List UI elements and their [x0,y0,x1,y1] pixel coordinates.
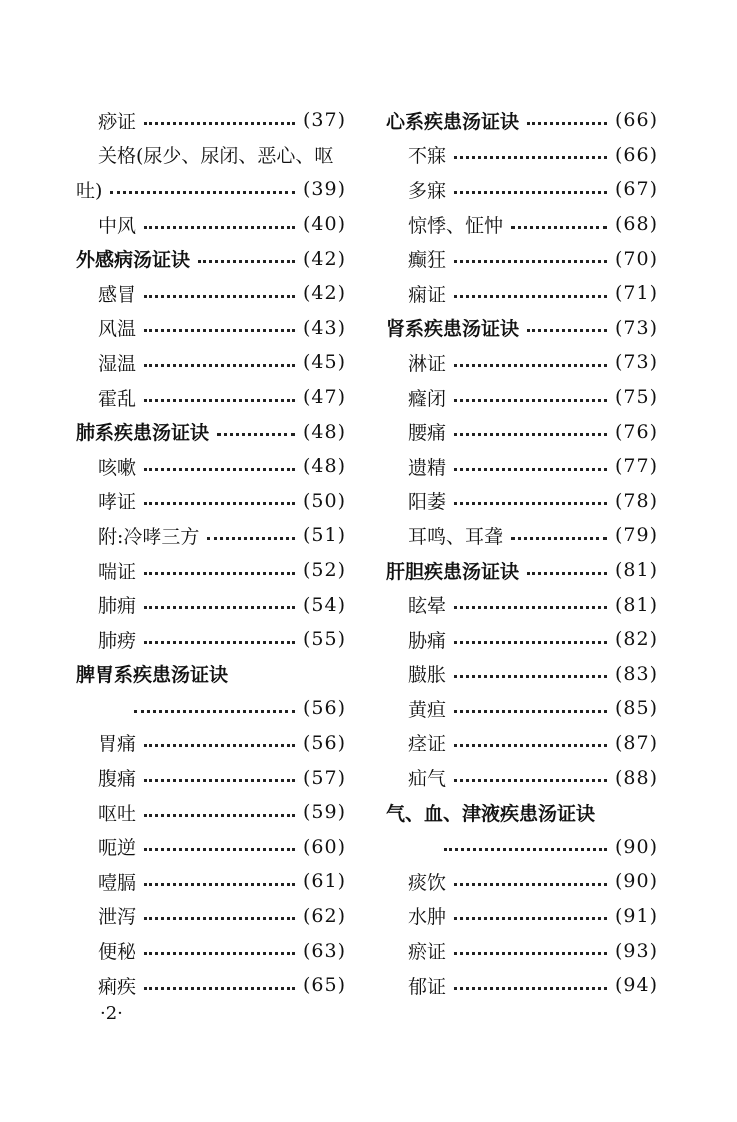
toc-entry [76,795,346,830]
toc-entry-title: 黄疸 [408,698,447,721]
toc-entry-title: 阳萎 [408,491,447,514]
toc-page-number: (94) [614,974,658,997]
toc-page-number: (85) [614,697,658,720]
toc-page-number: (39) [302,178,346,201]
dot-leader [144,987,295,990]
toc-entry-title: 吐) [76,179,103,202]
toc-entry-title: 感冒 [98,283,137,306]
dot-leader [144,122,295,125]
toc-page-number: (66) [614,109,658,132]
toc-entry [76,829,346,864]
dot-leader [454,883,607,886]
toc-section-heading [386,103,658,138]
toc-entry [386,622,658,657]
toc-entry-title: 关格(尿少、尿闭、恶心、呕 [98,145,334,168]
dot-leader [144,226,295,229]
toc-entry [386,276,658,311]
toc-entry-title: 肺系疾患汤证诀 [76,422,210,445]
dot-leader [144,606,295,609]
toc-page-number: (50) [302,489,346,512]
toc-entry [386,172,658,207]
toc-entry-title: 眩晕 [408,595,447,618]
toc-section-heading [386,795,658,830]
dot-leader [217,433,295,436]
dot-leader [144,848,295,851]
toc-entry [76,207,346,242]
dot-leader [511,226,607,229]
dot-leader [144,917,295,920]
dot-leader [144,295,295,298]
toc-entry-title: 呃逆 [98,837,137,860]
toc-page-number: (79) [614,524,658,547]
toc-entry-title: 噎膈 [98,871,137,894]
toc-entry-title: 痧证 [98,110,137,133]
toc-left-column [76,103,346,1002]
toc-section-heading [386,553,658,588]
toc-entry [386,518,658,553]
dot-leader [454,156,607,159]
toc-entry-title: 胃痛 [98,733,137,756]
toc-entry [76,622,346,657]
dot-leader [454,744,607,747]
dot-leader [144,468,295,471]
toc-entry [386,760,658,795]
page-number: ·2· [100,1003,123,1024]
toc-entry [386,449,658,484]
toc-entry [76,103,346,138]
toc-entry-title: 哮证 [98,491,137,514]
toc-entry-title: 霍乱 [98,387,137,410]
dot-leader [454,917,607,920]
dot-leader [144,399,295,402]
toc-entry [386,380,658,415]
toc-page-number: (93) [614,939,658,962]
toc-page-number: (43) [302,316,346,339]
toc-entry-title: 中风 [98,214,137,237]
toc-page-number: (76) [614,420,658,443]
toc-page-number: (78) [614,489,658,512]
toc-entry-title: 附:冷哮三方 [98,525,200,548]
toc-entry-title: 臌胀 [408,664,447,687]
toc-page-number: (57) [302,766,346,789]
toc-page-number: (90) [614,835,658,858]
toc-page-number: (87) [614,731,658,754]
dot-leader [144,572,295,575]
dot-leader [454,641,607,644]
toc-page-number: (83) [614,662,658,685]
dot-leader [144,952,295,955]
toc-page-number: (73) [614,351,658,374]
toc-page-number: (90) [614,870,658,893]
toc-section-heading [386,311,658,346]
toc-entry-title: 痫证 [408,283,447,306]
toc-entry-title: 便秘 [98,941,137,964]
dot-leader [454,191,607,194]
toc-entry-title: 湿温 [98,352,137,375]
toc-entry-title: 肺痈 [98,595,137,618]
toc-section-heading [76,414,346,449]
toc-entry [386,414,658,449]
toc-entry [76,760,346,795]
toc-entry-title: 瘀证 [408,941,447,964]
toc-entry-title: 癫狂 [408,249,447,272]
dot-leader [454,364,607,367]
toc-entry [386,864,658,899]
dot-leader [110,191,295,194]
toc-page-number: (47) [302,386,346,409]
toc-page-number: (62) [302,904,346,927]
toc-entry [386,345,658,380]
toc-page-number: (81) [614,593,658,616]
toc-section-heading [76,241,346,276]
toc-entry-title: 多寐 [408,179,447,202]
toc-entry [386,968,658,1003]
toc-page-number: (70) [614,247,658,270]
toc-page-number: (45) [302,351,346,374]
toc-page-number: (60) [302,835,346,858]
toc-entry [386,207,658,242]
dot-leader [144,779,295,782]
toc-page-number: (91) [614,904,658,927]
toc-page-number: (63) [302,939,346,962]
toc-entry [386,899,658,934]
toc-page-number: (52) [302,559,346,582]
toc-page-number: (77) [614,455,658,478]
dot-leader [454,675,607,678]
toc-entry [76,276,346,311]
dot-leader [527,329,607,332]
toc-entry [386,587,658,622]
toc-section-heading [76,657,346,692]
toc-page-number: (48) [302,455,346,478]
toc-entry [386,241,658,276]
dot-leader [144,641,295,644]
toc-entry-title: 泄泻 [98,906,137,929]
toc-entry [76,380,346,415]
toc-entry-title: 外感病汤证诀 [76,249,191,272]
toc-entry-title: 耳鸣、耳聋 [408,525,504,548]
toc-right-column [386,103,658,1002]
toc-entry-title: 癃闭 [408,387,447,410]
toc-page-number: (55) [302,628,346,651]
toc-entry [76,345,346,380]
toc-entry [386,484,658,519]
toc-page-number: (61) [302,870,346,893]
toc-entry-title: 痰饮 [408,871,447,894]
toc-entry-title: 呕吐 [98,802,137,825]
toc-entry [76,553,346,588]
toc-entry-title: 痉证 [408,733,447,756]
dot-leader [207,537,295,540]
toc-page-number: (71) [614,282,658,305]
toc-entry [76,449,346,484]
toc-page-number: (81) [614,559,658,582]
toc-entry [76,691,346,726]
dot-leader [454,779,607,782]
toc-page-number: (73) [614,316,658,339]
toc-page-number: (56) [302,731,346,754]
toc-entry [76,864,346,899]
dot-leader [527,122,607,125]
dot-leader [454,399,607,402]
toc-entry-title: 气、血、津液疾患汤证诀 [386,802,596,825]
toc-page-number: (40) [302,213,346,236]
toc-entry-title: 肺痨 [98,629,137,652]
toc-entry [76,933,346,968]
toc-entry-title: 风温 [98,318,137,341]
dot-leader [144,329,295,332]
dot-leader [144,364,295,367]
toc-entry [386,933,658,968]
dot-leader [454,710,607,713]
dot-leader [454,260,607,263]
toc-page-number: (54) [302,593,346,616]
dot-leader [454,433,607,436]
toc-entry-title: 惊悸、怔忡 [408,214,504,237]
toc-entry [76,587,346,622]
toc-entry-title: 喘证 [98,560,137,583]
toc-entry [386,691,658,726]
toc-entry-title: 不寐 [408,145,447,168]
toc-entry-title: 肾系疾患汤证诀 [386,318,520,341]
dot-leader [454,987,607,990]
toc-page-number: (82) [614,628,658,651]
toc-page-number: (42) [302,282,346,305]
toc-entry [386,657,658,692]
toc-page-number: (56) [302,697,346,720]
dot-leader [527,572,607,575]
dot-leader [454,952,607,955]
toc-entry [76,484,346,519]
toc-entry-title: 腰痛 [408,422,447,445]
toc-entry [76,518,346,553]
toc-entry [76,311,346,346]
dot-leader [511,537,607,540]
toc-entry [386,138,658,173]
toc-entry [76,138,346,173]
toc-entry [76,968,346,1003]
toc-entry-title: 淋证 [408,352,447,375]
dot-leader [134,710,295,713]
toc-entry [386,829,658,864]
toc-entry-title: 心系疾患汤证诀 [386,110,520,133]
toc-entry-title: 咳嗽 [98,456,137,479]
dot-leader [454,468,607,471]
toc-page-number: (67) [614,178,658,201]
dot-leader [198,260,295,263]
dot-leader [144,883,295,886]
toc-page-number: (75) [614,386,658,409]
toc-entry [76,899,346,934]
toc-entry-title: 郁证 [408,975,447,998]
toc-entry-title: 水肿 [408,906,447,929]
toc-entry [76,726,346,761]
toc-entry-title: 肝胆疾患汤证诀 [386,560,520,583]
dot-leader [144,744,295,747]
toc-page-number: (65) [302,974,346,997]
dot-leader [454,502,607,505]
toc-page-number: (51) [302,524,346,547]
dot-leader [454,295,607,298]
toc-entry-title: 疝气 [408,768,447,791]
toc-entry [386,726,658,761]
dot-leader [454,606,607,609]
toc-page-number: (48) [302,420,346,443]
toc-entry-title: 痢疾 [98,975,137,998]
toc-entry-title: 脾胃系疾患汤证诀 [76,664,229,687]
toc-page-number: (37) [302,109,346,132]
toc-page-number: (59) [302,801,346,824]
toc-entry-title: 遗精 [408,456,447,479]
toc-page-number: (42) [302,247,346,270]
toc-page-number: (66) [614,143,658,166]
toc-page-number: (88) [614,766,658,789]
dot-leader [144,814,295,817]
toc-entry-title: 胁痛 [408,629,447,652]
toc-page-number: (68) [614,213,658,236]
dot-leader [444,848,607,851]
toc-entry-title: 腹痛 [98,768,137,791]
dot-leader [144,502,295,505]
toc-entry [76,172,346,207]
